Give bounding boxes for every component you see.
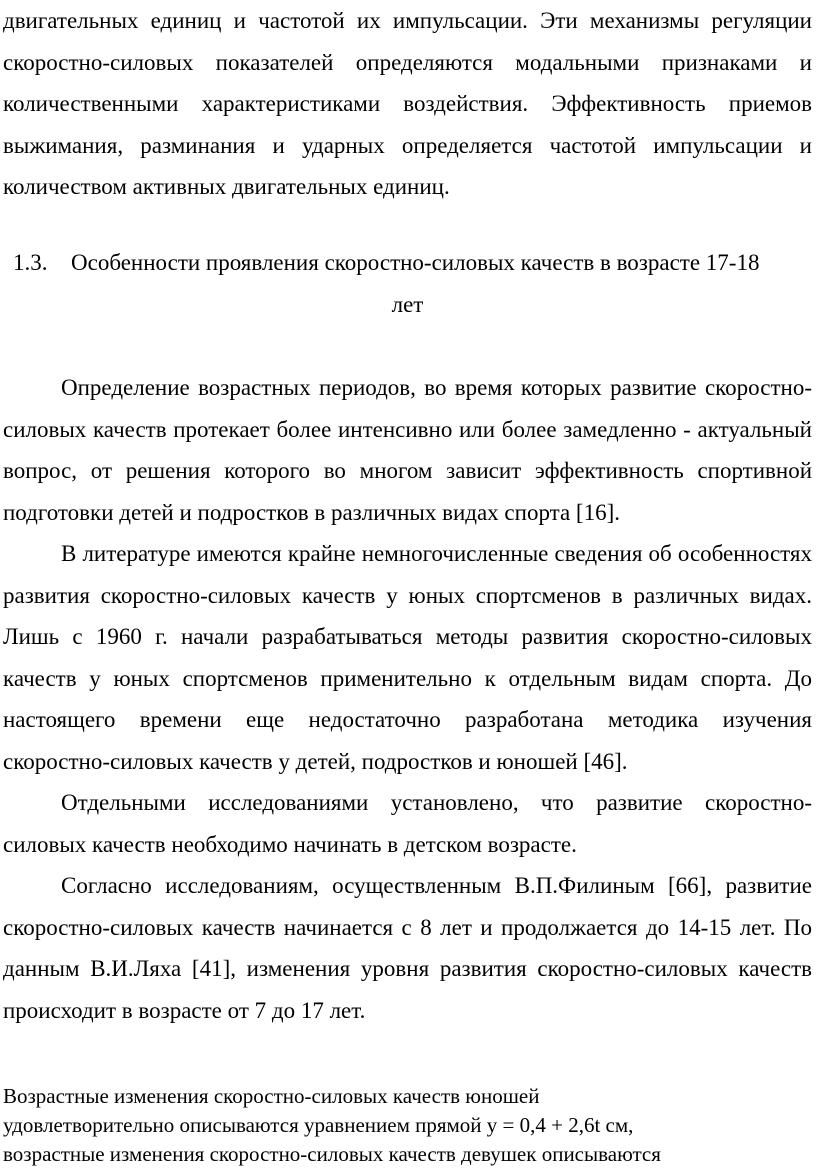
- text-line: возрастные изменения скоростно-силовых качеств девушек описываются: [3, 1142, 661, 1166]
- section-title-continuation: лет: [391, 291, 424, 317]
- paragraph-small-text: [3, 1082, 812, 1169]
- paragraph: В литературе имеются крайне немногочисленные сведения об особенностях развития скоростно-силовых качеств у юных спортсменов в различных видах. Лишь с 1960 г. начали разрабатываться методы развития скоростно-силовых качеств у юных спортсменов применительно к отдельным видам спорта. До настоящего времени еще недостаточно разработана методика изучения скоростно-силовых качеств у детей, подростков и юношей [46].: [3, 541, 812, 774]
- paragraph: Согласно исследованиям, осуществленным В.П.Филиным [66], развитие скоростно-силовых качеств начинается с 8 лет и продолжается до 14-15 лет. По данным В.И.Ляха [41], изменения уровня развития скоростно-силовых качеств происходит в возрасте от 7 до 17 лет.: [3, 873, 812, 1023]
- paragraph: Определение возрастных периодов, во время которых развитие скоростно-силовых качеств протекает более интенсивно или более замедленно - актуальный вопрос, от решения которого во многом зависит эффективность спортивной подготовки детей и подростков в различных видах спорта [16].: [3, 375, 812, 525]
- section-body: [3, 367, 812, 1031]
- text-line: Возрастные изменения скоростно-силовых качеств юношей: [3, 1084, 540, 1108]
- paragraph: Отдельными исследованиями установлено, что развитие скоростно-силовых качеств необходимо начинать в детском возрасте.: [3, 790, 812, 857]
- section-heading: [3, 242, 812, 325]
- text-line: удовлетворительно описываются уравнением прямой y = 0,4 + 2,6t см,: [3, 1113, 634, 1137]
- paragraph-continuation: двигательных единиц и частотой их импульсации. Эти механизмы регуляции скоростно-силовых показателей определяются модальными признаками и количественными характеристиками воздействия. Эффективность приемов выжимания, разминания и ударных определяется частотой импульсации и количеством активных двигательных единиц.: [3, 8, 812, 199]
- section-number: 1.3.: [13, 250, 48, 275]
- section-title: Особенности проявления скоростно-силовых качеств в возрасте 17-18: [71, 250, 760, 275]
